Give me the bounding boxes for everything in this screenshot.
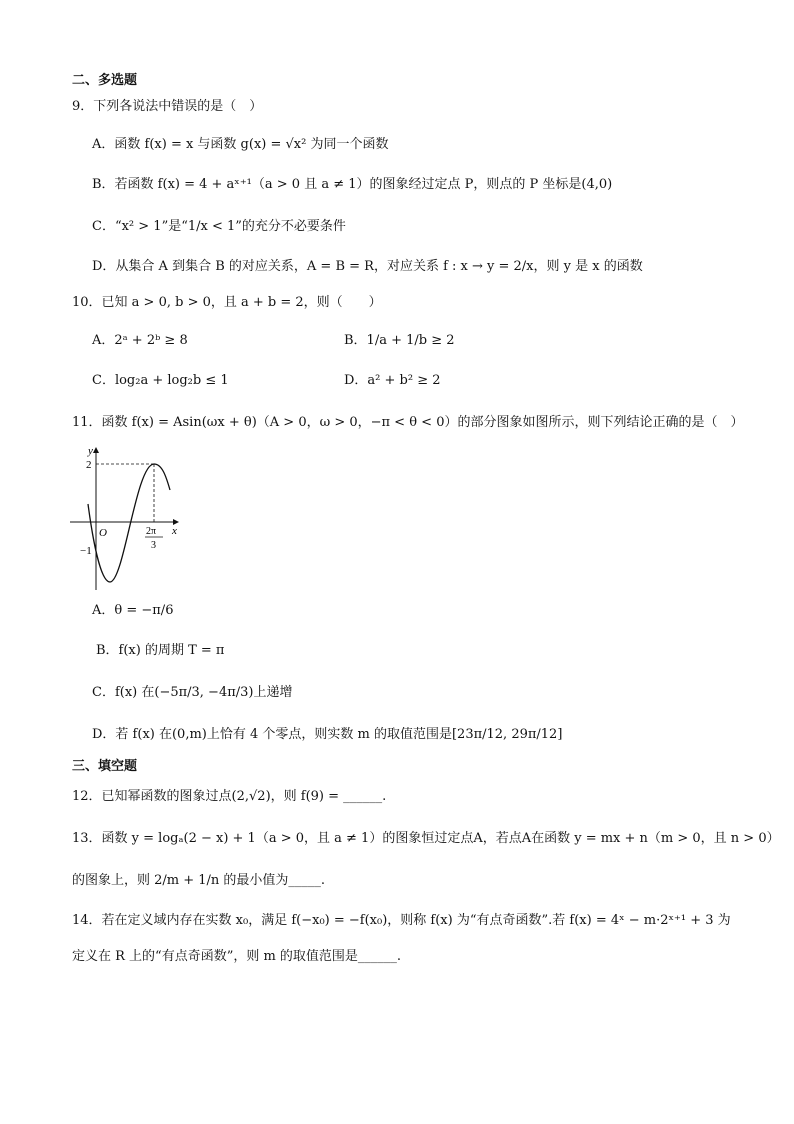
section-title-multiple-choice: 二、多选题 [72, 73, 138, 88]
q11-sine-graph [66, 442, 186, 592]
section-title-fill-in: 三、填空题 [72, 759, 138, 774]
graph-y-label: y [88, 445, 93, 457]
q11-stem: 11．函数 f(x) = Asin(ωx + θ)（A > 0，ω > 0，−π < θ < 0）的部分图象如图所示，则下列结论正确的是（ ） [72, 415, 744, 430]
q14-line2: 定义在 R 上的“有点奇函数”，则 m 的取值范围是______. [72, 949, 402, 964]
q10-option-b: B．1/a + 1/b ≥ 2 [344, 333, 455, 348]
q9-option-d: D．从集合 A 到集合 B 的对应关系，A = B = R，对应关系 f : x → y = 2/x，则 y 是 x 的函数 [92, 259, 643, 274]
q12-stem: 12．已知幂函数的图象过点(2,√2)，则 f(9) = ______. [72, 789, 387, 804]
q13-line2: 的图象上，则 2/m + 1/n 的最小值为_____. [72, 873, 326, 888]
q10-option-c: C．log₂a + log₂b ≤ 1 [92, 373, 229, 388]
q9-option-a: A．函数 f(x) = x 与函数 g(x) = √x² 为同一个函数 [92, 137, 389, 152]
q10-option-a: A．2ᵃ + 2ᵇ ≥ 8 [92, 333, 188, 348]
graph-x-tick-den: 3 [151, 540, 156, 551]
graph-y-neg-tick: −1 [80, 545, 92, 557]
q11-option-c: C．f(x) 在(−5π/3, −4π/3)上递增 [92, 685, 293, 700]
graph-x-label: x [172, 525, 177, 537]
q9-stem: 9．下列各说法中错误的是（ ） [72, 99, 263, 114]
q9-option-c: C．“x² > 1”是“1/x < 1”的充分不必要条件 [92, 219, 346, 234]
q9-option-b: B．若函数 f(x) = 4 + aˣ⁺¹（a > 0 且 a ≠ 1）的图象经过定点 P，则点的 P 坐标是(4,0) [92, 177, 613, 192]
q10-stem: 10．已知 a > 0, b > 0，且 a + b = 2，则（ ） [72, 295, 382, 310]
q14-line1: 14．若在定义域内存在实数 x₀，满足 f(−x₀) = −f(x₀)，则称 f(x) 为“有点奇函数”.若 f(x) = 4ˣ − m·2ˣ⁺¹ + 3 为 [72, 913, 731, 928]
graph-origin-label: O [99, 527, 107, 539]
q13-line1: 13．函数 y = logₐ(2 − x) + 1（a > 0，且 a ≠ 1）的图象恒过定点A，若点A在函数 y = mx + n（m > 0，且 n > 0） [72, 831, 780, 846]
q11-option-a: A．θ = −π/6 [92, 603, 174, 618]
q10-option-d: D．a² + b² ≥ 2 [344, 373, 441, 388]
q11-option-d: D．若 f(x) 在(0,m)上恰有 4 个零点，则实数 m 的取值范围是[23π/12, 29π/12] [92, 727, 563, 742]
graph-y-max-tick: 2 [86, 459, 92, 471]
q11-option-b: B．f(x) 的周期 T = π [96, 643, 225, 658]
graph-x-tick-num: 2π [146, 526, 157, 537]
